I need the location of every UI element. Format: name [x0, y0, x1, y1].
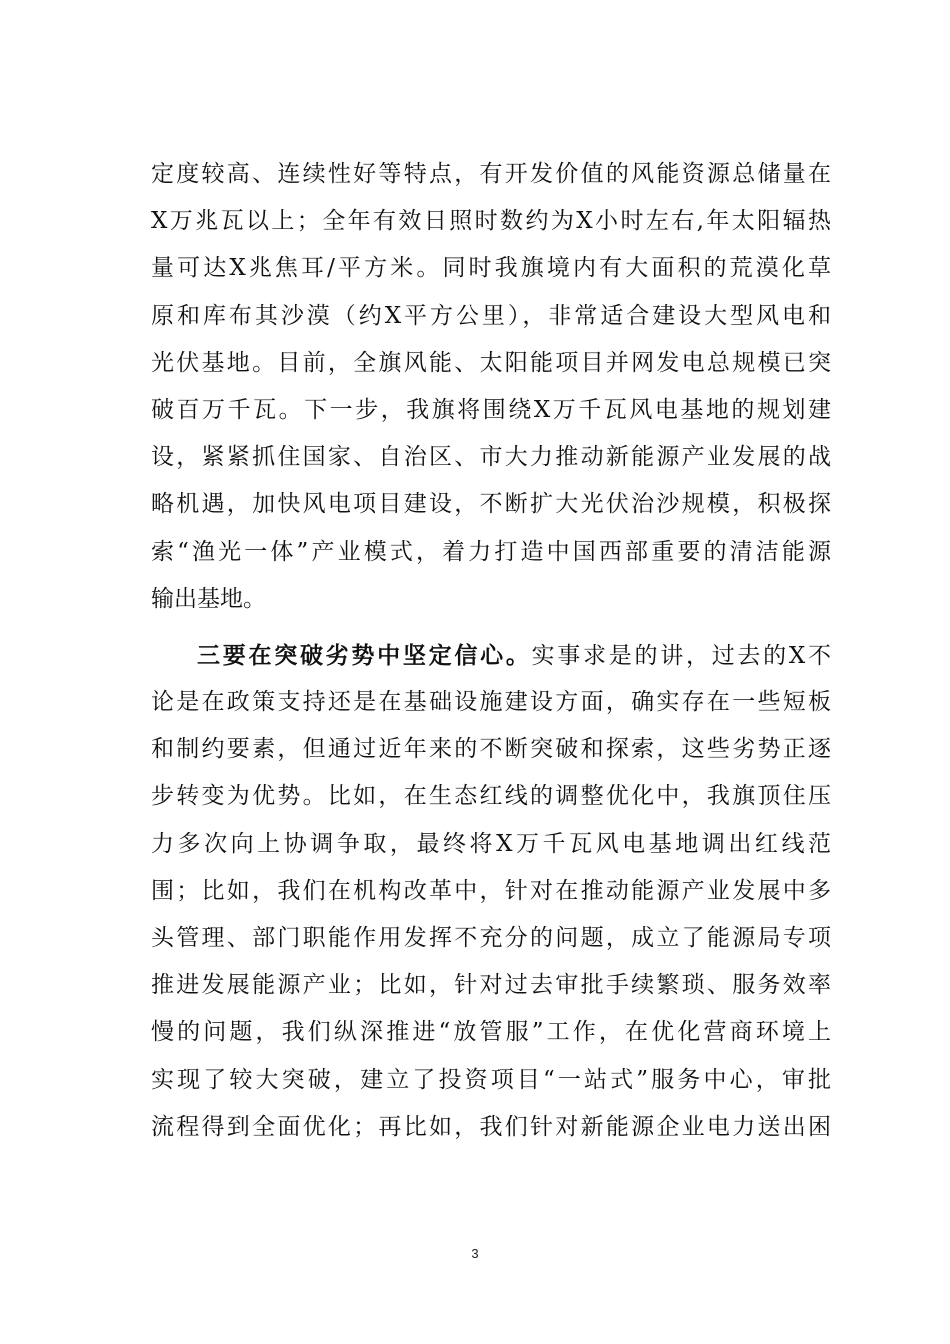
paragraph-1-line: X万兆瓦以上；全年有效日照时数约为X小时左右,年太阳辐热 — [151, 208, 831, 235]
paragraph-2-line: 实现了较大突破，建立了投资项目“一站式”服务中心，审批 — [151, 1066, 831, 1093]
paragraph-1-line: 量可达X兆焦耳/平方米。同时我旗境内有大面积的荒漠化草 — [151, 255, 831, 282]
paragraph-2-line: 围；比如，我们在机构改革中，针对在推动能源产业发展中多 — [151, 877, 831, 904]
paragraph-2-line: 头管理、部门职能作用发挥不充分的问题，成立了能源局专项 — [151, 925, 831, 951]
paragraph-2-line: 和制约要素，但通过近年来的不断突破和探索，这些劣势正逐 — [151, 736, 831, 763]
paragraph-1-line: 定度较高、连续性好等特点，有开发价值的风能资源总储量在 — [151, 161, 831, 187]
paragraph-1 — [151, 151, 831, 623]
page-number: 3 — [471, 1246, 479, 1261]
paragraph-2-first-line-text: 实事求是的讲，过去的X不 — [531, 642, 831, 669]
paragraph-2-heading: 三要在突破劣势中坚定信心。 — [197, 641, 532, 669]
body-text — [151, 151, 831, 1151]
paragraph-2-line: 论是在政策支持还是在基础设施建设方面，确实存在一些短板 — [151, 689, 831, 716]
paragraph-1-line: 略机遇，加快风电项目建设，不断扩大光伏治沙规模，积极探 — [151, 491, 831, 518]
paragraph-2 — [151, 632, 831, 1151]
paragraph-1-line: 原和库布其沙漠（约X平方公里），非常适合建设大型风电和 — [151, 302, 831, 329]
paragraph-1-line: 索“渔光一体”产业模式，着力打造中国西部重要的清洁能源 — [151, 538, 831, 565]
paragraph-1-line: 设，紧紧抓住国家、自治区、市大力推动新能源产业发展的战 — [151, 444, 831, 471]
paragraph-2-line: 步转变为优势。比如，在生态红线的调整优化中，我旗顶住压 — [151, 783, 831, 810]
paragraph-2-line: 慢的问题，我们纵深推进“放管服”工作，在优化营商环境上 — [151, 1019, 831, 1046]
paragraph-1-line: 光伏基地。目前，全旗风能、太阳能项目并网发电总规模已突 — [151, 349, 831, 376]
paragraph-1-line: 破百万千瓦。下一步，我旗将围绕X万千瓦风电基地的规划建 — [151, 396, 831, 423]
paragraph-2-line: 流程得到全面优化；再比如，我们针对新能源企业电力送出困 — [151, 1113, 831, 1140]
paragraph-spacer — [151, 623, 831, 632]
paragraph-2-first-line — [151, 632, 831, 679]
paragraph-2-line: 推进发展能源产业；比如，针对过去审批手续繁琐、服务效率 — [151, 972, 831, 999]
paragraph-1-line: 输出基地。 — [151, 585, 266, 612]
paragraph-2-line: 力多次向上协调争取，最终将X万千瓦风电基地调出红线范 — [151, 830, 831, 857]
